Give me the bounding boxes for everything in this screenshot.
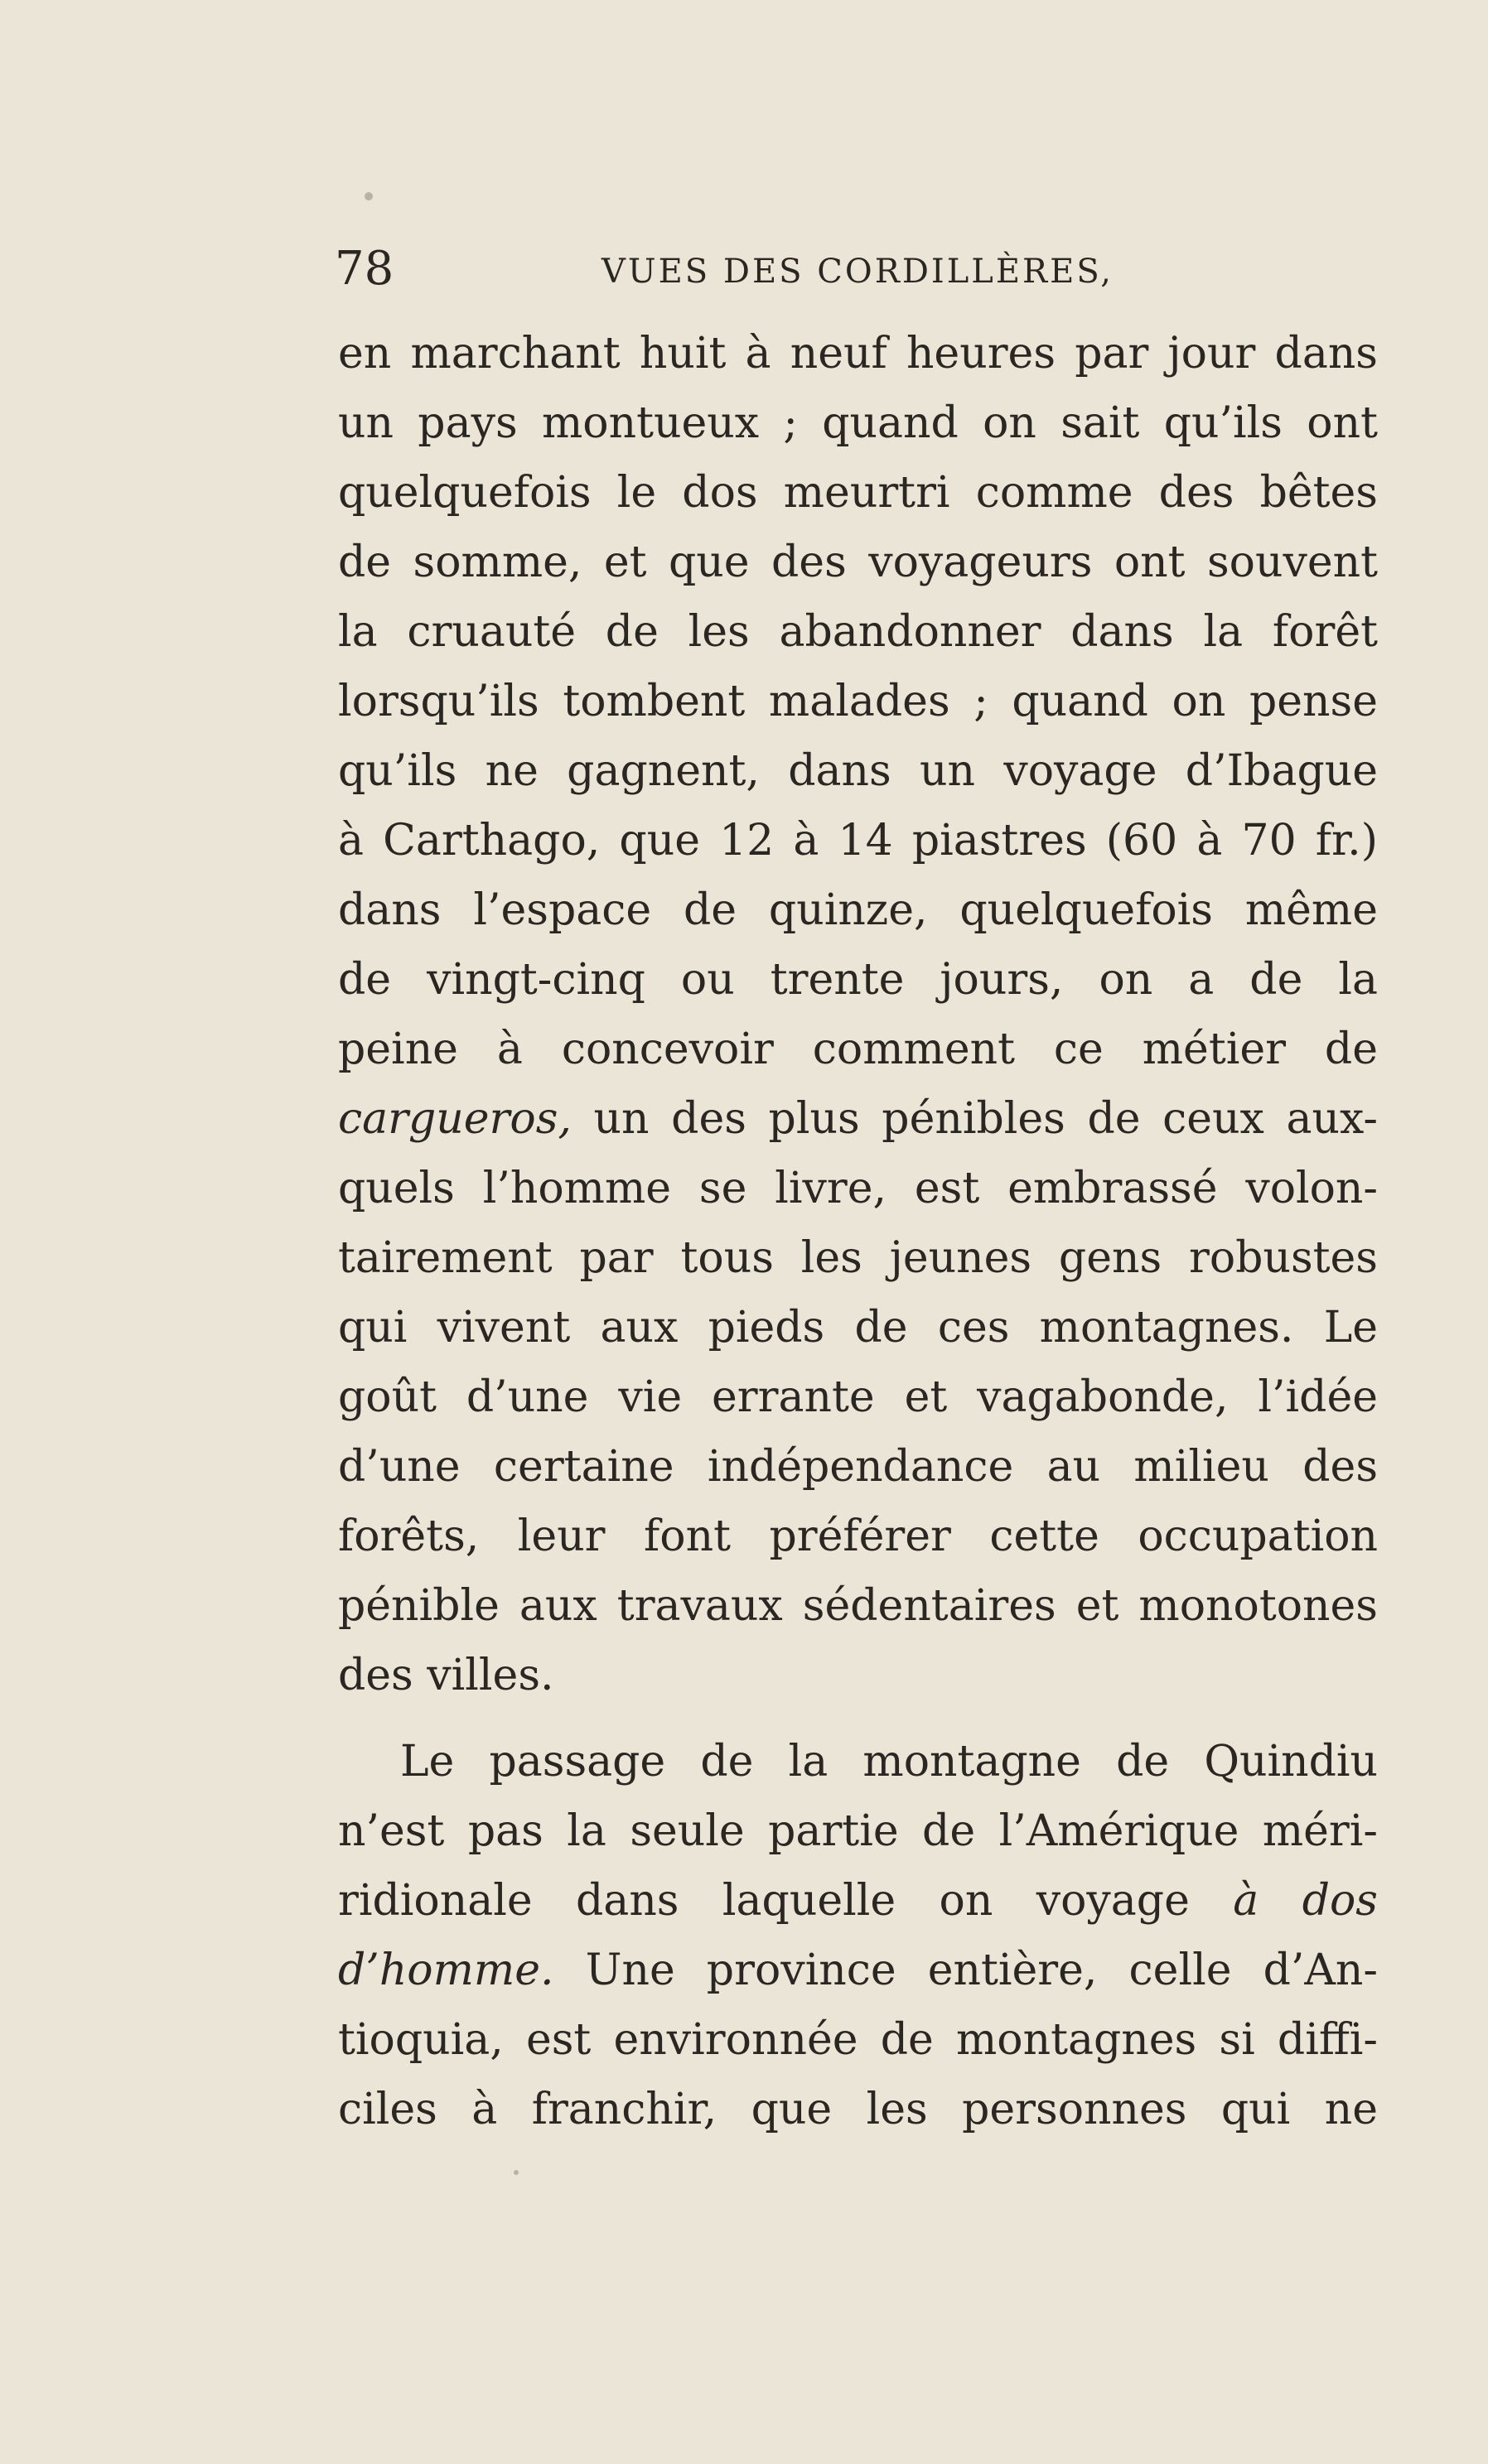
text-line: dans l’espace de quinze, quelquefois même (338, 885, 1378, 935)
text-line: des villes. (338, 1651, 554, 1700)
text-line: quels l’homme se livre, est embrassé volon- (338, 1164, 1378, 1213)
text-line: peine à concevoir comment ce métier de (338, 1025, 1378, 1074)
text-line: quelquefois le dos meurtri comme des bêtes (338, 468, 1378, 518)
text-line: n’est pas la seule partie de l’Amérique méri- (338, 1806, 1378, 1856)
text-fragment: ridionale dans laquelle on voyage (338, 1876, 1190, 1926)
italic-word: cargueros, (338, 1094, 572, 1144)
text-line: qui vivent aux pieds de ces montagnes. Le (338, 1303, 1378, 1353)
italic-word: à dos (1189, 1876, 1378, 1926)
text-line: Le passage de la montagne de Quindiu (400, 1737, 1378, 1787)
page-number: 78 (335, 242, 394, 296)
text-line: tioquia, est environnée de montagnes si diffi- (338, 2015, 1378, 2065)
text-fragment: Une province entière, celle d’An- (553, 1946, 1378, 1995)
paper-speck (365, 192, 373, 200)
text-line: d’une certaine indépendance au milieu des (338, 1442, 1378, 1492)
text-line: qu’ils ne gagnent, dans un voyage d’Ibague (338, 746, 1378, 796)
paragraph-gap (338, 1710, 1378, 1727)
text-fragment: un des plus pénibles de ceux aux- (571, 1094, 1378, 1144)
text-line: la cruauté de les abandonner dans la forêt (338, 607, 1378, 657)
text-line (338, 1866, 1378, 1936)
text-line: tairement par tous les jeunes gens robustes (338, 1233, 1378, 1283)
italic-word: d’homme. (338, 1946, 554, 1995)
text-line: de somme, et que des voyageurs ont souvent (338, 538, 1378, 587)
running-title: VUES DES CORDILLÈRES, (601, 253, 1114, 291)
text-line: forêts, leur font préférer cette occupation (338, 1512, 1378, 1561)
text-line: de vingt-cinq ou trente jours, on a de la (338, 955, 1378, 1005)
text-line: à Carthago, que 12 à 14 piastres (60 à 70 fr.) (338, 816, 1378, 866)
text-line: en marchant huit à neuf heures par jour dans (338, 329, 1378, 379)
body-text (338, 319, 1378, 2144)
text-line: ciles à franchir, que les personnes qui ne (338, 2085, 1378, 2134)
text-line: goût d’une vie errante et vagabonde, l’idée (338, 1372, 1378, 1422)
running-head (335, 240, 1130, 298)
text-line: lorsqu’ils tombent malades ; quand on pense (338, 677, 1378, 726)
text-line: un pays montueux ; quand on sait qu’ils ont (338, 398, 1378, 448)
text-line (338, 1084, 1378, 1154)
text-line: pénible aux travaux sédentaires et monotones (338, 1581, 1378, 1631)
text-line (338, 1936, 1378, 2005)
paper-speck (514, 2170, 519, 2175)
